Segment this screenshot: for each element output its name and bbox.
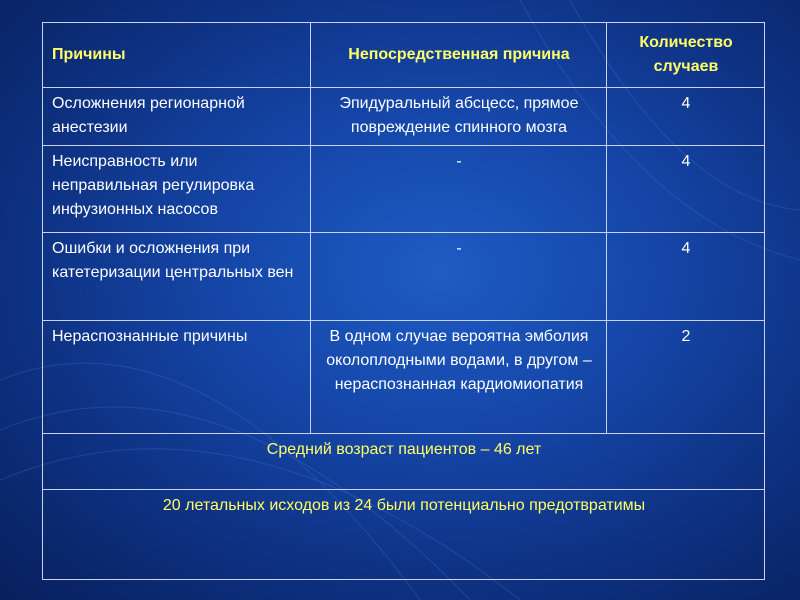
cell-count: 4 <box>607 233 765 321</box>
header-direct-cause: Непосредственная причина <box>311 23 607 88</box>
table-row <box>43 233 765 321</box>
cell-cause: Неисправность или неправильная регулировка инфузионных насосов <box>43 146 311 233</box>
cell-direct-cause: - <box>311 233 607 321</box>
header-cause: Причины <box>43 23 311 88</box>
cell-direct-cause: - <box>311 146 607 233</box>
table-row <box>43 88 765 146</box>
cell-direct-cause: В одном случае вероятна эмболия околоплодными водами, в другом – нераспознанная кардиомиопатия <box>311 321 607 434</box>
avg-age-text: Средний возраст пациентов – 46 лет <box>43 434 765 490</box>
header-count: Количество случаев <box>607 23 765 88</box>
cell-direct-cause: Эпидуральный абсцесс, прямое повреждение спинного мозга <box>311 88 607 146</box>
cell-cause: Нераспознанные причины <box>43 321 311 434</box>
cell-count: 4 <box>607 88 765 146</box>
summary-row-age <box>43 434 765 490</box>
table-header-row <box>43 23 765 88</box>
cell-count: 2 <box>607 321 765 434</box>
table-row <box>43 146 765 233</box>
cell-cause: Осложнения регионарной анестезии <box>43 88 311 146</box>
preventable-text: 20 летальных исходов из 24 были потенциально предотвратимы <box>43 490 765 580</box>
cell-cause: Ошибки и осложнения при катетеризации центральных вен <box>43 233 311 321</box>
causes-table <box>42 22 765 580</box>
table-row <box>43 321 765 434</box>
summary-row-preventable <box>43 490 765 580</box>
cell-count: 4 <box>607 146 765 233</box>
